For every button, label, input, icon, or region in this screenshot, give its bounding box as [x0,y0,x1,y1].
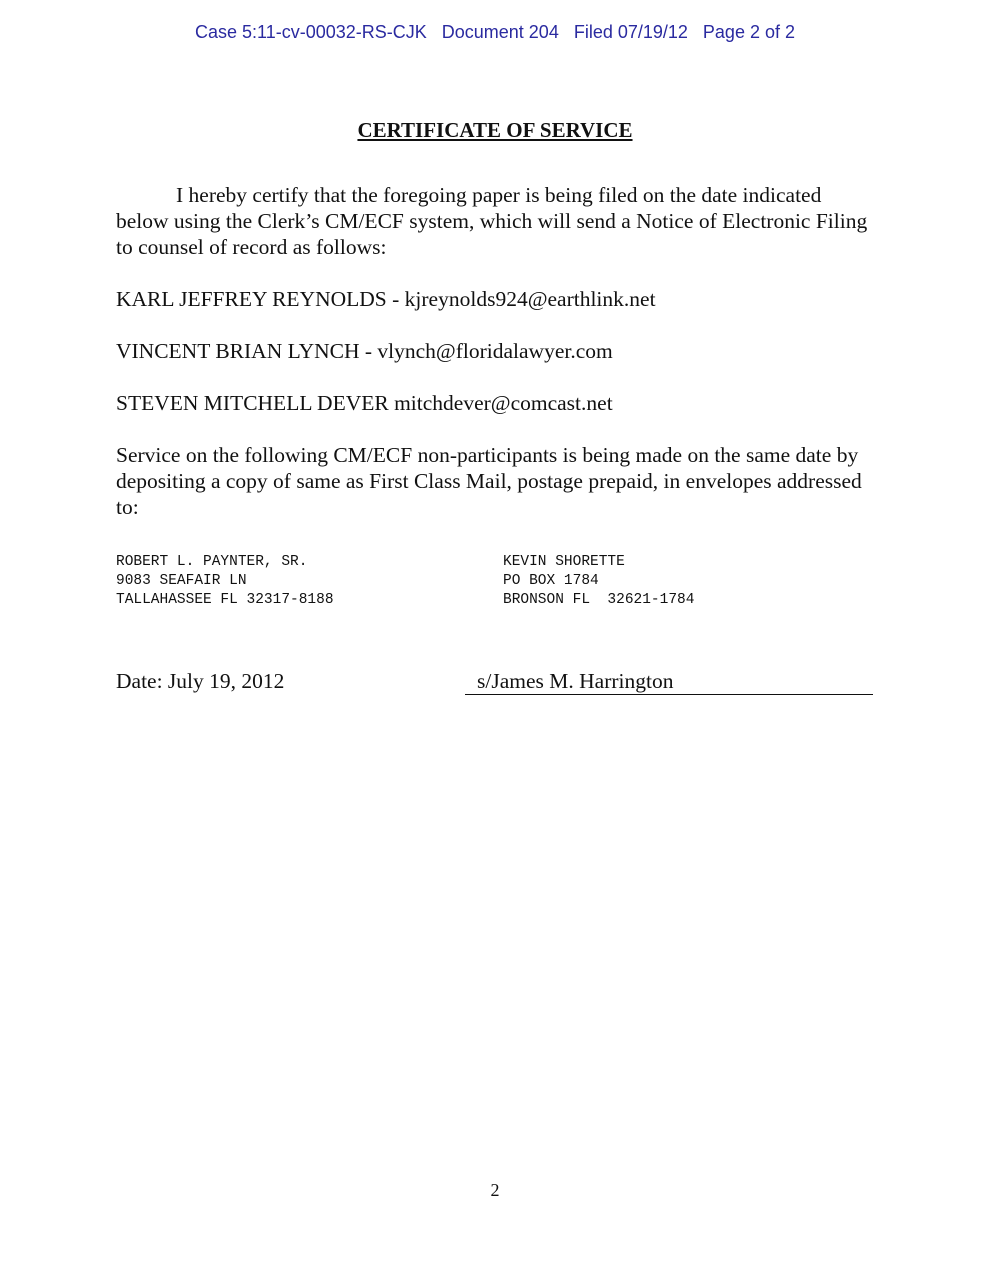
address-line: TALLAHASSEE FL 32317-8188 [116,592,334,608]
counsel-entry-dever: STEVEN MITCHELL DEVER mitchdever@comcast.net [116,391,613,415]
date-line: Date: July 19, 2012 [116,669,285,693]
intro-paragraph: I hereby certify that the foregoing paper is being filed on the date indicated below using the Clerk’s CM/ECF system, which will send a Notice of Electronic Filing to counsel of record as follows: [116,183,868,259]
address-line: ROBERT L. PAYNTER, SR. [116,554,308,570]
document-title: CERTIFICATE OF SERVICE [357,118,633,142]
address-line: 9083 SEAFAIR LN [116,573,247,589]
address-line: PO BOX 1784 [503,573,599,589]
address-block-paynter [116,553,334,610]
signature-line: s/James M. Harrington [465,668,873,695]
address-block-shorette [503,553,694,610]
counsel-entry-lynch: VINCENT BRIAN LYNCH - vlynch@floridalawyer.com [116,339,613,363]
counsel-entry-reynolds: KARL JEFFREY REYNOLDS - kjreynolds924@earthlink.net [116,287,656,311]
address-line: KEVIN SHORETTE [503,554,625,570]
case-header: Case 5:11-cv-00032-RS-CJK Document 204 Filed 07/19/12 Page 2 of 2 [195,22,795,42]
page-number: 2 [490,1180,500,1200]
service-paragraph: Service on the following CM/ECF non-participants is being made on the same date by depositing a copy of same as First Class Mail, postage prepaid, in envelopes addressed to: [116,443,862,519]
address-line: BRONSON FL 32621-1784 [503,592,695,608]
